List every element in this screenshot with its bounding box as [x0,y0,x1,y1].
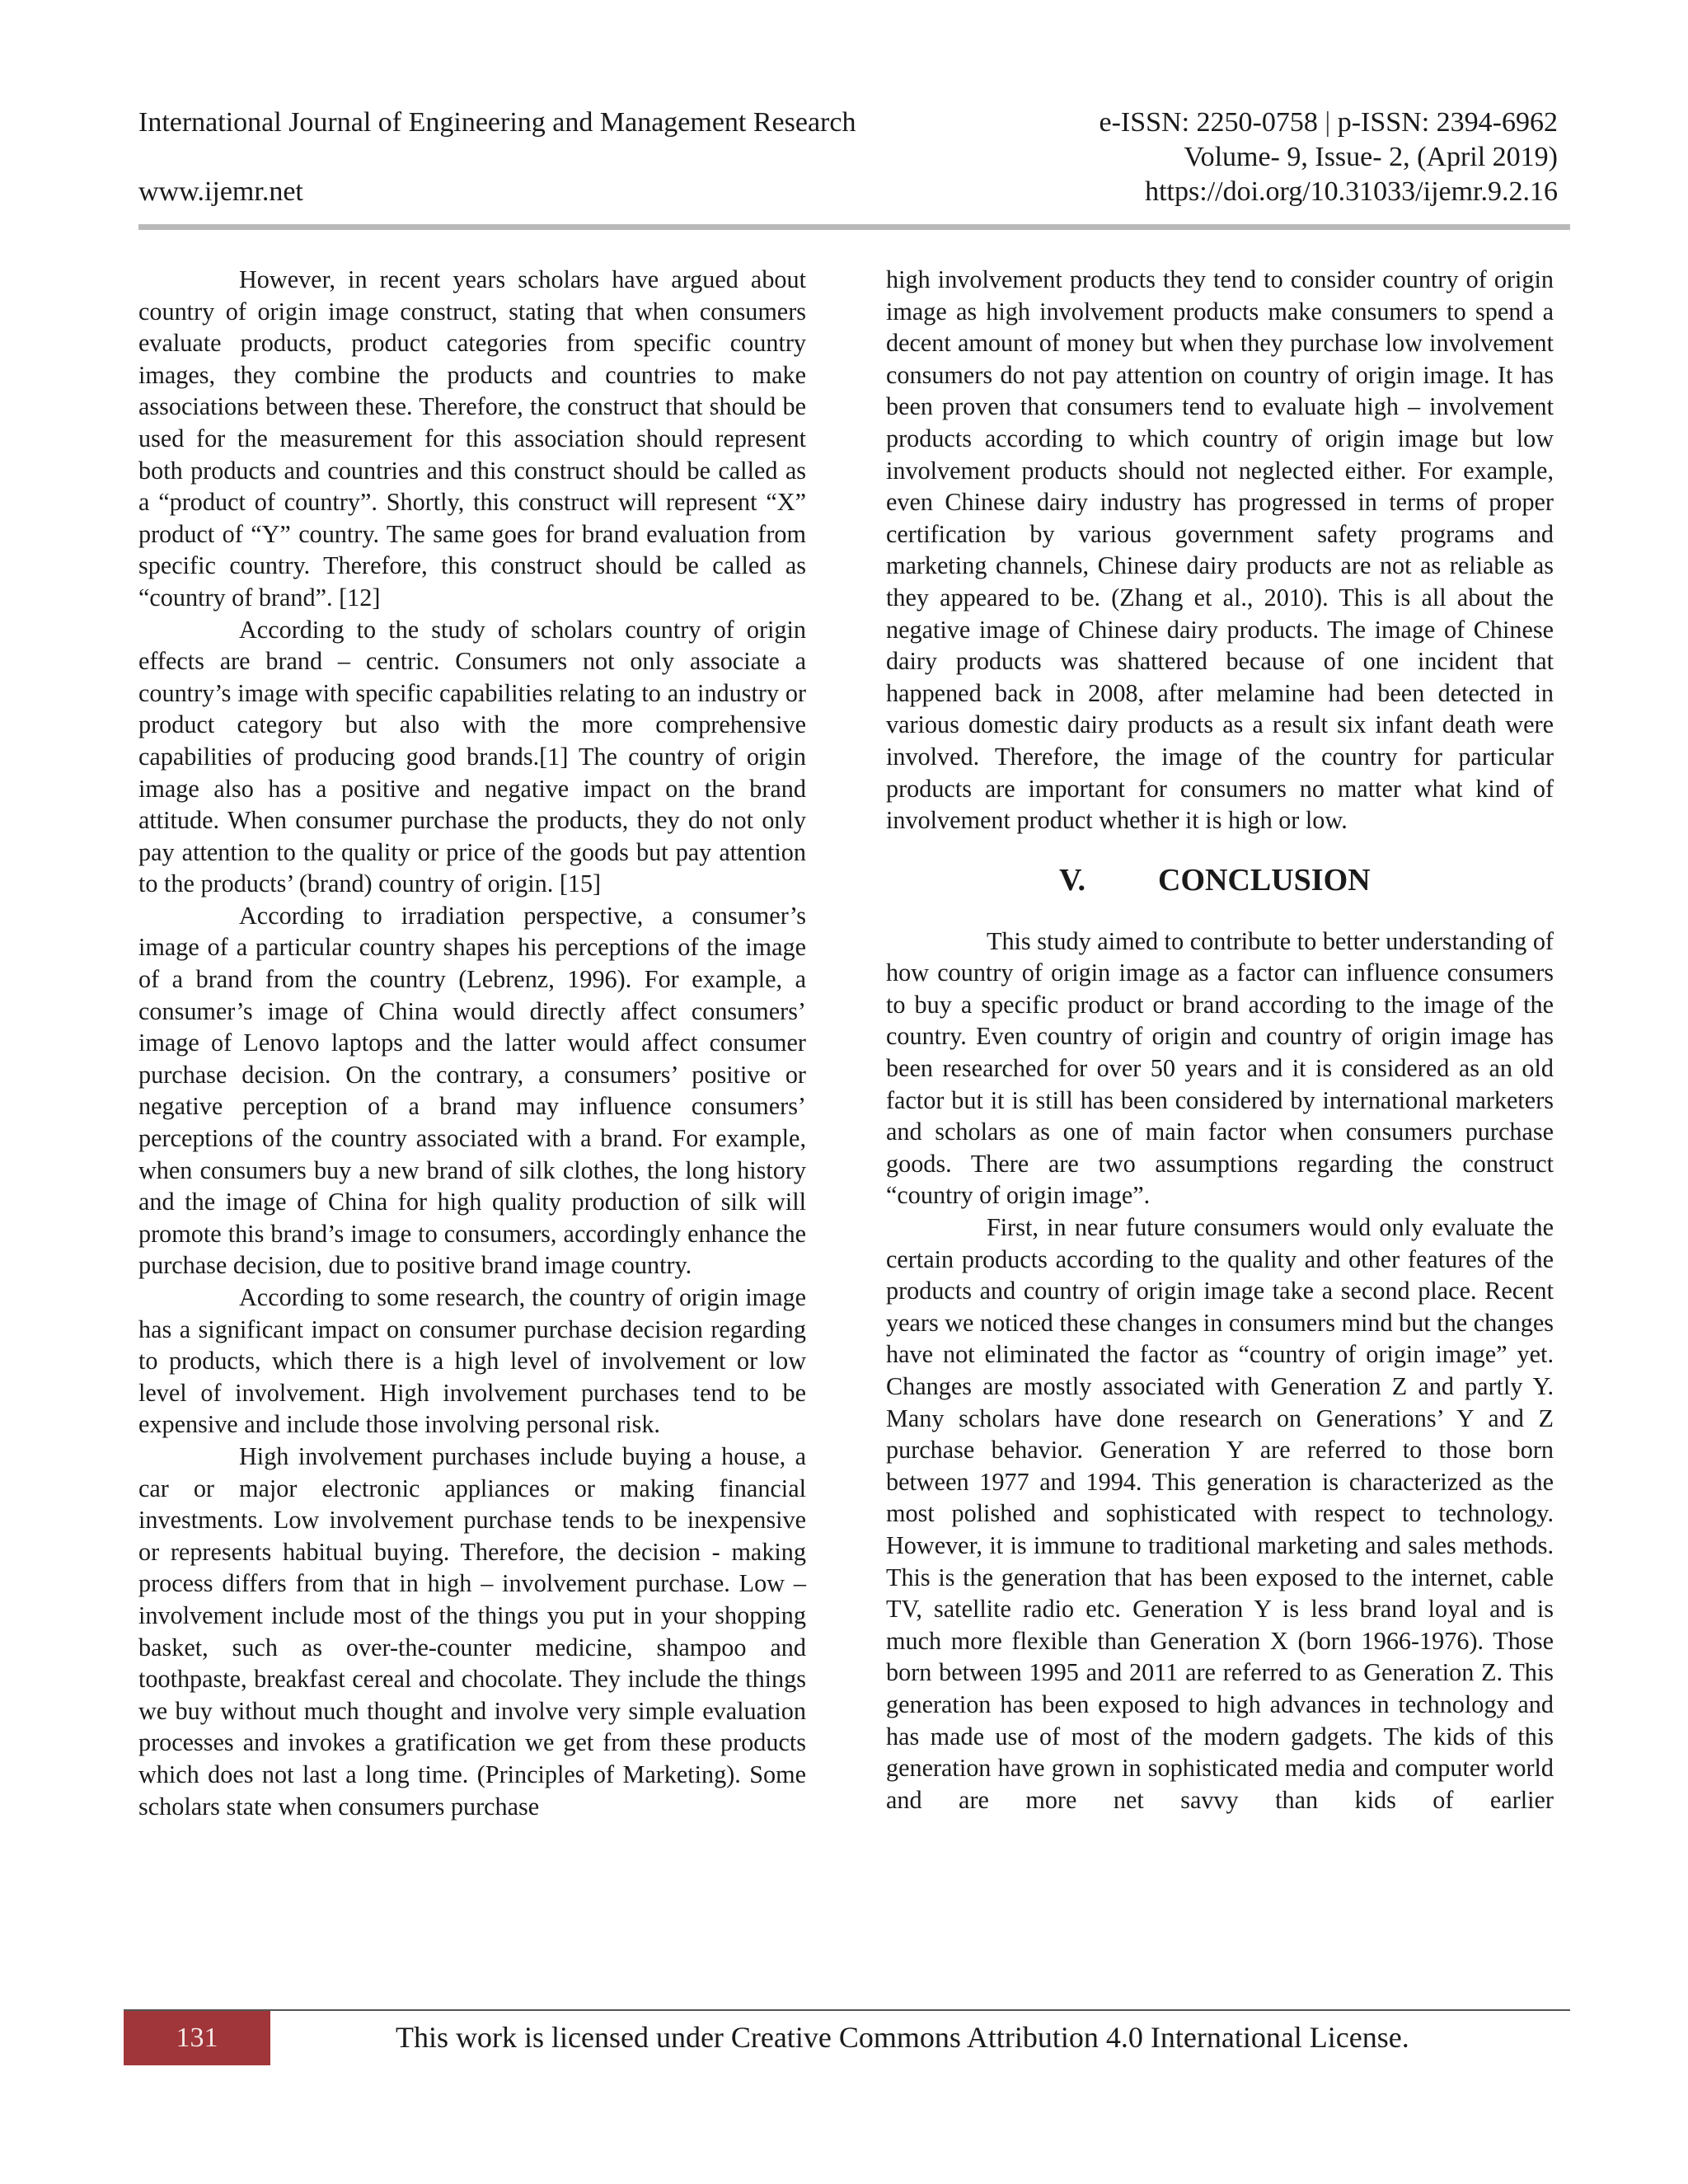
paragraph: This study aimed to contribute to better understanding of how country of origin image as a factor can influence consumers to buy a specific product or brand according to the image of the country. Even country of origin and country of origin image has been researched for over 50 years and it is considered as an old factor but it is still has been considered by international marketers and scholars as one of main factor when consumers purchase goods. There are two assumptions regarding the construct “country of origin image”. [886,926,1554,1210]
header-divider [138,224,1570,230]
journal-website[interactable]: www.ijemr.net [138,176,303,207]
volume-issue: Volume- 9, Issue- 2, (April 2019) [1184,142,1558,172]
paragraph: First, in near future consumers would only evaluate the certain products according to the quality and other features of the products and country of origin image take a second place. Recent years we noticed these changes in consumers mind but the changes have not eliminated the factor as “country of origin image” yet. Changes are mostly associated with Generation Z and partly Y. Many scholars have done research on Generations’ Y and Z purchase behavior. Generation Y are referred to those born between 1977 and 1994. This generation is characterized as the most polished and sophisticated with respect to technology. However, it is immune to traditional marketing and sales methods. This is the generation that has been exposed to the internet, cable TV, satellite radio etc. Generation Y is less brand loyal and is much more flexible than Generation X (born 1966-1976). Those born between 1995 and 2011 are referred to as Generation Z. This generation has been exposed to high advances in technology and has made use of most of the modern gadgets. The kids of this generation have grown in sophisticated media and computer world and are more net savvy than kids of earlier [886,1213,1554,1814]
section-number: V. [1059,862,1086,898]
left-column [138,264,806,1822]
paragraph: According to the study of scholars country of origin effects are brand – centric. Consumers not only associate a country’s image with specific capabilities relating to an industry or product category but also with the more comprehensive capabilities of producing good brands.[1] The country of origin image also has a positive and negative impact on the brand attitude. When consumer purchase the products, they do not only pay attention to the quality or price of the goods but pay attention to the products’ (brand) country of origin. [15] [138,615,806,898]
journal-title: International Journal of Engineering and Management Research [138,107,856,138]
section-heading [886,861,1554,899]
right-column [886,264,1554,1816]
header-row-3 [138,175,1558,209]
page-number-badge [124,2011,270,2065]
license-notice: This work is licensed under Creative Commons Attribution 4.0 International License. [396,2021,1409,2054]
footer-divider [124,2009,1570,2011]
paragraph: However, in recent years scholars have argued about country of origin image construct, stating that when consumers evaluate products, product categories from specific country images, they combine the products and countries to make associations between these. Therefore, the construct that should be used for the measurement for this association should represent both products and countries and this construct should be called as a “product of country”. Shortly, this construct will represent “X” product of “Y” country. The same goes for brand evaluation from specific country. Therefore, this construct should be called as “country of brand”. [12] [138,265,806,612]
eissn: e-ISSN: 2250-0758 [1099,107,1318,138]
page-header [138,105,1558,209]
page-number: 131 [176,2022,218,2053]
paragraph: high involvement products they tend to consider country of origin image as high involvement products make consumers to spend a decent amount of money but when they purchase low involvement consumers do not pay attention on country of origin image. It has been proven that consumers tend to evaluate high – involvement products according to which country of origin image but low involvement products should not neglected either. For example, even Chinese dairy industry has progressed in terms of proper certification by various government safety programs and marketing channels, Chinese dairy products are not as reliable as they appeared to be. (Zhang et al., 2010). This is all about the negative image of Chinese dairy products. The image of Chinese dairy products was shattered because of one incident that happened back in 2008, after melamine had been detected in various domestic dairy products as a result six infant death were involved. Therefore, the image of the country for particular products are important for consumers no matter what kind of involvement product whether it is high or low. [886,265,1554,835]
header-row-1 [138,105,1558,140]
paragraph: High involvement purchases include buying a house, a car or major electronic appliances or making financial investments. Low involvement purchase tends to be inexpensive or represents habitual buying. Therefore, the decision - making process differs from that in high – involvement purchase. Low – involvement include most of the things you put in your shopping basket, such as over-the-counter medicine, shampoo and toothpaste, breakfast cereal and chocolate. They include the things we buy without much thought and involve very simple evaluation processes and invokes a gratification we get from these products which does not last a long time. (Principles of Marketing). Some scholars state when consumers purchase [138,1441,806,1821]
section-title: CONCLUSION [1158,862,1371,898]
paragraph: According to some research, the country of origin image has a significant impact on consumer purchase decision regarding to products, which there is a high level of involvement or low level of involvement. High involvement purchases tend to be expensive and include those involving personal risk. [138,1283,806,1439]
paragraph: According to irradiation perspective, a consumer’s image of a particular country shapes his perceptions of the image of a brand from the country (Lebrenz, 1996). For example, a consumer’s image of China would directly affect consumers’ image of Lenovo laptops and the latter would affect consumer purchase decision. On the contrary, a consumers’ positive or negative perception of a brand may influence consumers’ perceptions of the country associated with a brand. For example, when consumers buy a new brand of silk clothes, the long history and the image of China for high quality production of silk will promote this brand’s image to consumers, accordingly enhance the purchase decision, due to positive brand image country. [138,901,806,1280]
issn-separator: | [1325,107,1331,138]
doi-link[interactable]: https://doi.org/10.31033/ijemr.9.2.16 [1145,176,1558,207]
issn-line [1100,105,1559,140]
pissn: p-ISSN: 2394-6962 [1337,107,1558,138]
